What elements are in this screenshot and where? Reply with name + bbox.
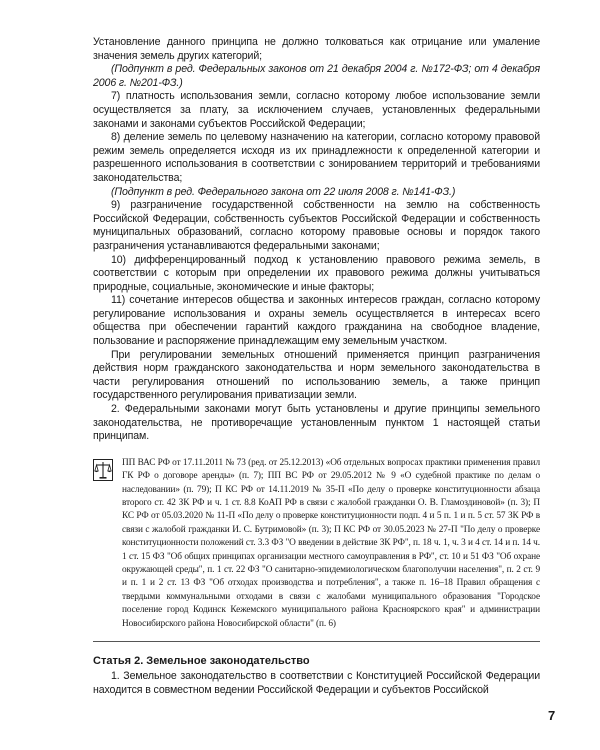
commentary-text: ПП ВАС РФ от 17.11.2011 № 73 (ред. от 25.12.2013) «Об отдельных вопросах практики применения правил ГК РФ о договоре аренды» (п. 7); ПП ВС РФ от 29.05.2012 № 9 «О судебной практике по делам о наследовании» (п. 79); П КС РФ от 14.11.2019 № 35-П «По делу о проверке конституционности абзаца второго ст. 42 ЗК РФ и ч. 1 ст. 8.8 КоАП РФ в связи с жалобой гражданки О. В. Гламоздиновой» (п. 3); П КС РФ от 05.03.2020 № 11-П «По делу о проверке конституционности подп. 4 и 5 п. 1 и п. 5 ст. 57 ЗК РФ в связи с жалобой гражданки И. С. Бутримовой» (п. 3); П КС РФ от 30.05.2023 № 27-П "По делу о проверке конституционности положений ст. 3.3 ФЗ "О введении в действие ЗК РФ", п. 18 ч. 1, ч. 3 и 4 ст. 14 и п. 14 ч. 1 ст. 15 ФЗ "Об общих принципах организации местного самоуправления в РФ", ст. 10 и 51 ФЗ "Об охране окружающей среды", п. 1 ст. 22 ФЗ "О санитарно-эпидемиологическом благополучии населения", п. 2 ст. 9 и п. 1 и 2 ст. 13 ФЗ "Об отходах производства и потребления", а также п. 16–18 Правил обращения с твердыми коммунальными отходами в связи с жалобами муниципального образования "Городское поселение город Кодинск Кежемского муниципального района Красноярского края" и администрации Новосибирского района Новосибирской области" (п. 6)	[122, 457, 540, 629]
article-point-1: 1. Земельное законодательство в соответствии с Конституцией Российской Федерации находится в совместном ведении Российской Федерации и субъектов Российской	[93, 670, 540, 696]
subpoint-11: 11) сочетание интересов общества и законных интересов граждан, согласно которому регулирование использования и охраны земель осуществляется в интересах всего общества при обеспечении гарантий каждого гражданина на свободное владение, пользование и распоряжение принадлежащим ему земельным участком.	[93, 294, 540, 348]
main-text	[93, 36, 540, 444]
paragraph: Установление данного принципа не должно толковаться как отрицание или умаление значения земель других категорий;	[93, 36, 540, 62]
section-divider	[93, 641, 540, 642]
court-practice-commentary	[93, 457, 540, 631]
scales-of-justice-icon	[93, 459, 113, 481]
amendment-note: (Подпункт в ред. Федеральных законов от 21 декабря 2004 г. №172-ФЗ; от 4 декабря 2006 г. №201-ФЗ.)	[93, 63, 540, 89]
subpoint-10: 10) дифференцированный подход к установлению правового режима земель, в соответствии с которым при определении их правового режима должны учитываться природные, социальные, экономические и иные факторы;	[93, 253, 540, 293]
page-number: 7	[548, 708, 556, 723]
amendment-note: (Подпункт в ред. Федерального закона от 22 июля 2008 г. №141-ФЗ.)	[111, 185, 456, 198]
subpoint-9: 9) разграничение государственной собственности на землю на собственность Российской Федерации, собственность субъектов Российской Федерации и собственность муниципальных образований, согласно которому правовые основы и порядок такого разграничения устанавливаются федеральными законами;	[93, 199, 540, 252]
subpoint-7: 7) платность использования земли, согласно которому любое использование земли осуществляется за плату, за исключением случаев, установленных федеральными законами и законами субъектов Российской Федерации;	[93, 90, 540, 130]
paragraph: При регулировании земельных отношений применяется принцип разграничения действия норм гражданского законодательства и норм земельного законодательства в части регулирования отношений по использованию земель, а также принцип государственного регулирования приватизации земли.	[93, 348, 540, 402]
article-title: Статья 2. Земельное законодательство	[93, 655, 310, 668]
point-2: 2. Федеральными законами могут быть установлены и другие принципы земельного законодательства, не противоречащие установленным пунктом 1 настоящей статьи принципам.	[93, 403, 540, 443]
subpoint-8: 8) деление земель по целевому назначению на категории, согласно которому правовой режим земель определяется исходя из их принадлежности к определенной категории и разрешенного использования в соответствии с зонированием территорий и требованиями законодательства;	[93, 131, 540, 184]
article-2	[93, 654, 540, 697]
